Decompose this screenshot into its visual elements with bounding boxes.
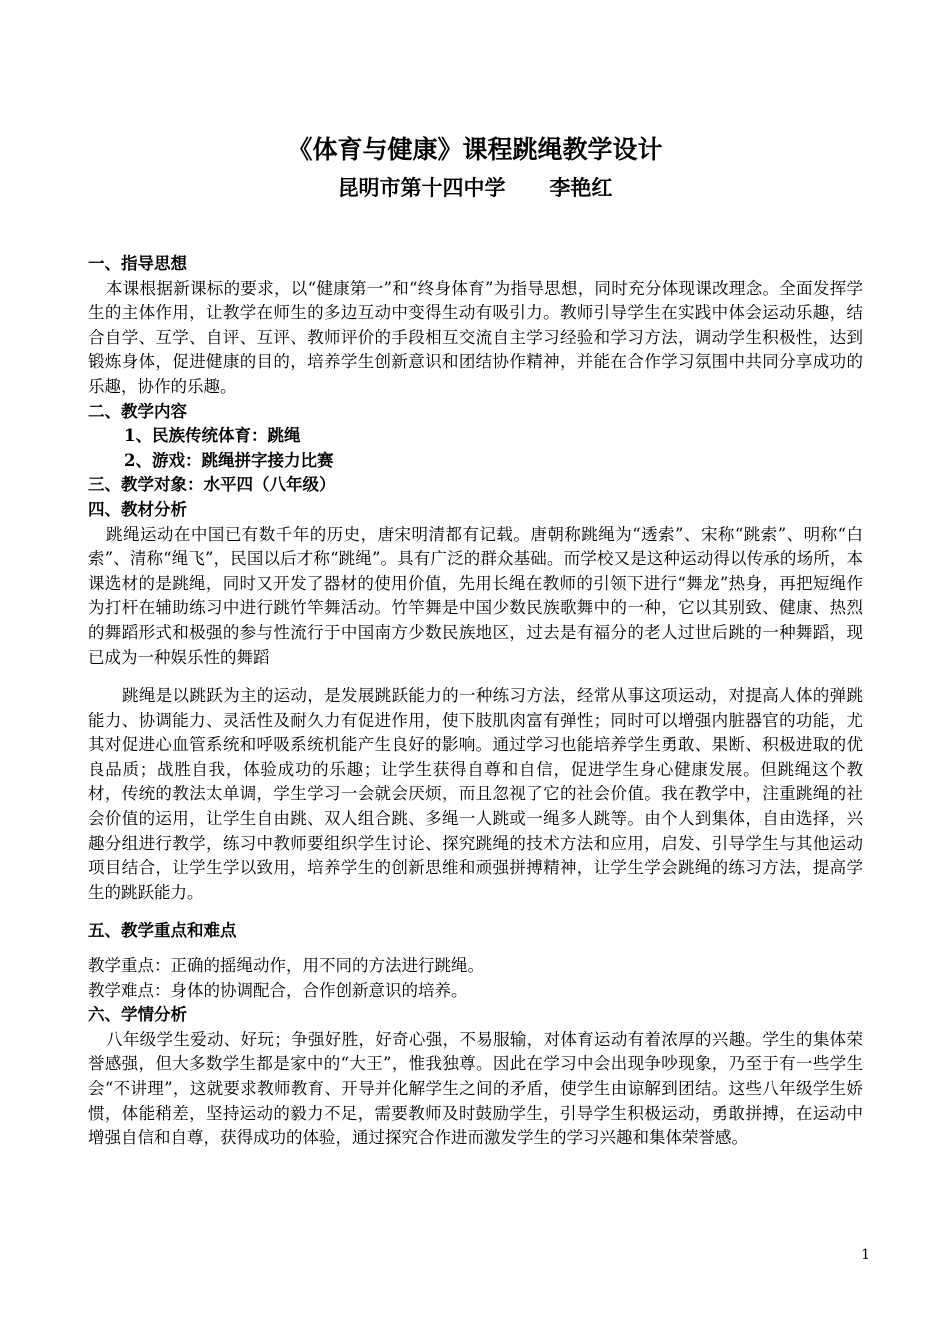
section-heading-teaching-content: 二、教学内容 xyxy=(88,401,187,421)
paragraph-student-analysis: 八年级学生爱动、好玩；争强好胜，好奇心强，不易服输，对体育运动有着浓厚的兴趣。学生的集体荣誉感强，但大多数学生都是家中的“大王”，惟我独尊。因此在学习中会出现争吵现象，乃至于有一些学生会“不讲理”，这就要求教师教育、开导并化解学生之间的矛盾，使学生由谅解到团结。这些八年级学生娇惯，体能稍差，坚持运动的毅力不足，需要教师及时鼓励学生，引导学生积极运动，勇敢拼搏，在运动中增强自信和自尊，获得成功的体验，通过探究合作进而激发学生的学习兴趣和集体荣誉感。 xyxy=(88,1029,863,1148)
document-body xyxy=(88,252,863,1151)
teaching-key-point: 教学重点：正确的摇绳动作，用不同的方法进行跳绳。 xyxy=(88,956,484,976)
paragraph-material-analysis-2: 跳绳是以跳跃为主的运动，是发展跳跃能力的一种练习方法，经常从事这项运动，对提高人体的弹跳能力、协调能力、灵活性及耐久力有促进作用，使下肢肌肉富有弹性；同时可以增强内脏器官的功能，尤其对促进心血管系统和呼吸系统机能产生良好的影响。通过学习也能培养学生勇敢、果断、积极进取的优良品质；战胜自我，体验成功的乐趣；让学生获得自尊和自信，促进学生身心健康发展。但跳绳这个教材，传统的教法太单调，学生学习一会就会厌烦，而且忽视了它的社会价值。我在教学中，注重跳绳的社会价值的运用，让学生自由跳、双人组合跳、多绳一人跳或一绳多人跳等。由个人到集体，自由选择，兴趣分组进行教学，练习中教师要组织学生讨论、探究跳绳的技术方法和应用，启发、引导学生与其他运动项目结合，让学生学以致用，培养学生的创新思维和顽强拼搏精神，让学生学会跳绳的练习方法，提高学生的跳跃能力。 xyxy=(88,686,863,902)
document-subtitle: 昆明市第十四中学 李艳红 xyxy=(337,175,613,200)
teaching-content-item-1: 1、民族传统体育：跳绳 xyxy=(124,426,301,446)
section-heading-teaching-target: 三、教学对象：水平四（八年级） xyxy=(88,475,336,495)
paragraph-material-analysis-1: 跳绳运动在中国已有数千年的历史，唐宋明清都有记载。唐朝称跳绳为“透索”、宋称“跳索”、明称“白索”、清称“绳飞”，民国以后才称“跳绳”。具有广泛的群众基础。而学校又是这种运动得以传承的场所，本课选材的是跳绳，同时又开发了器材的使用价值，先用长绳在教师的引领下进行“舞龙”热身，再把短绳作为打杆在辅助练习中进行跳竹竿舞活动。竹竿舞是中国少数民族歌舞中的一种，它以其别致、健康、热烈的舞蹈形式和极强的参与性流行于中国南方少数民族地区，过去是有福分的老人过世后跳的一种舞蹈，现已成为一种娱乐性的舞蹈 xyxy=(88,524,863,667)
teaching-difficulty: 教学难点：身体的协调配合，合作创新意识的培养。 xyxy=(88,980,468,1000)
section-heading-guiding-ideology: 一、指导思想 xyxy=(88,254,187,273)
paragraph-guiding-ideology: 本课根据新课标的要求，以“健康第一”和“终身体育”为指导思想，同时充分体现课改理念。全面发挥学生的主体作用，让教学在师生的多边互动中变得生动有吸引力。教师引导学生在实践中体会运动乐趣，结合自学、互学、自评、互评、教师评价的手段相互交流自主学习经验和学习方法，调动学生积极性，达到锻炼身体，促进健康的目的，培养学生创新意识和团结协作精神，并能在合作学习氛围中共同分享成功的乐趣，协作的乐趣。 xyxy=(88,278,863,396)
section-heading-student-analysis: 六、学情分析 xyxy=(88,1005,187,1025)
teaching-content-item-2: 2、游戏：跳绳拼字接力比赛 xyxy=(124,450,334,470)
document-title: 《体育与健康》课程跳绳教学设计 xyxy=(287,135,663,164)
section-heading-material-analysis: 四、教材分析 xyxy=(88,499,187,519)
section-heading-key-points: 五、教学重点和难点 xyxy=(88,921,237,941)
page-number: 1 xyxy=(861,1247,870,1263)
